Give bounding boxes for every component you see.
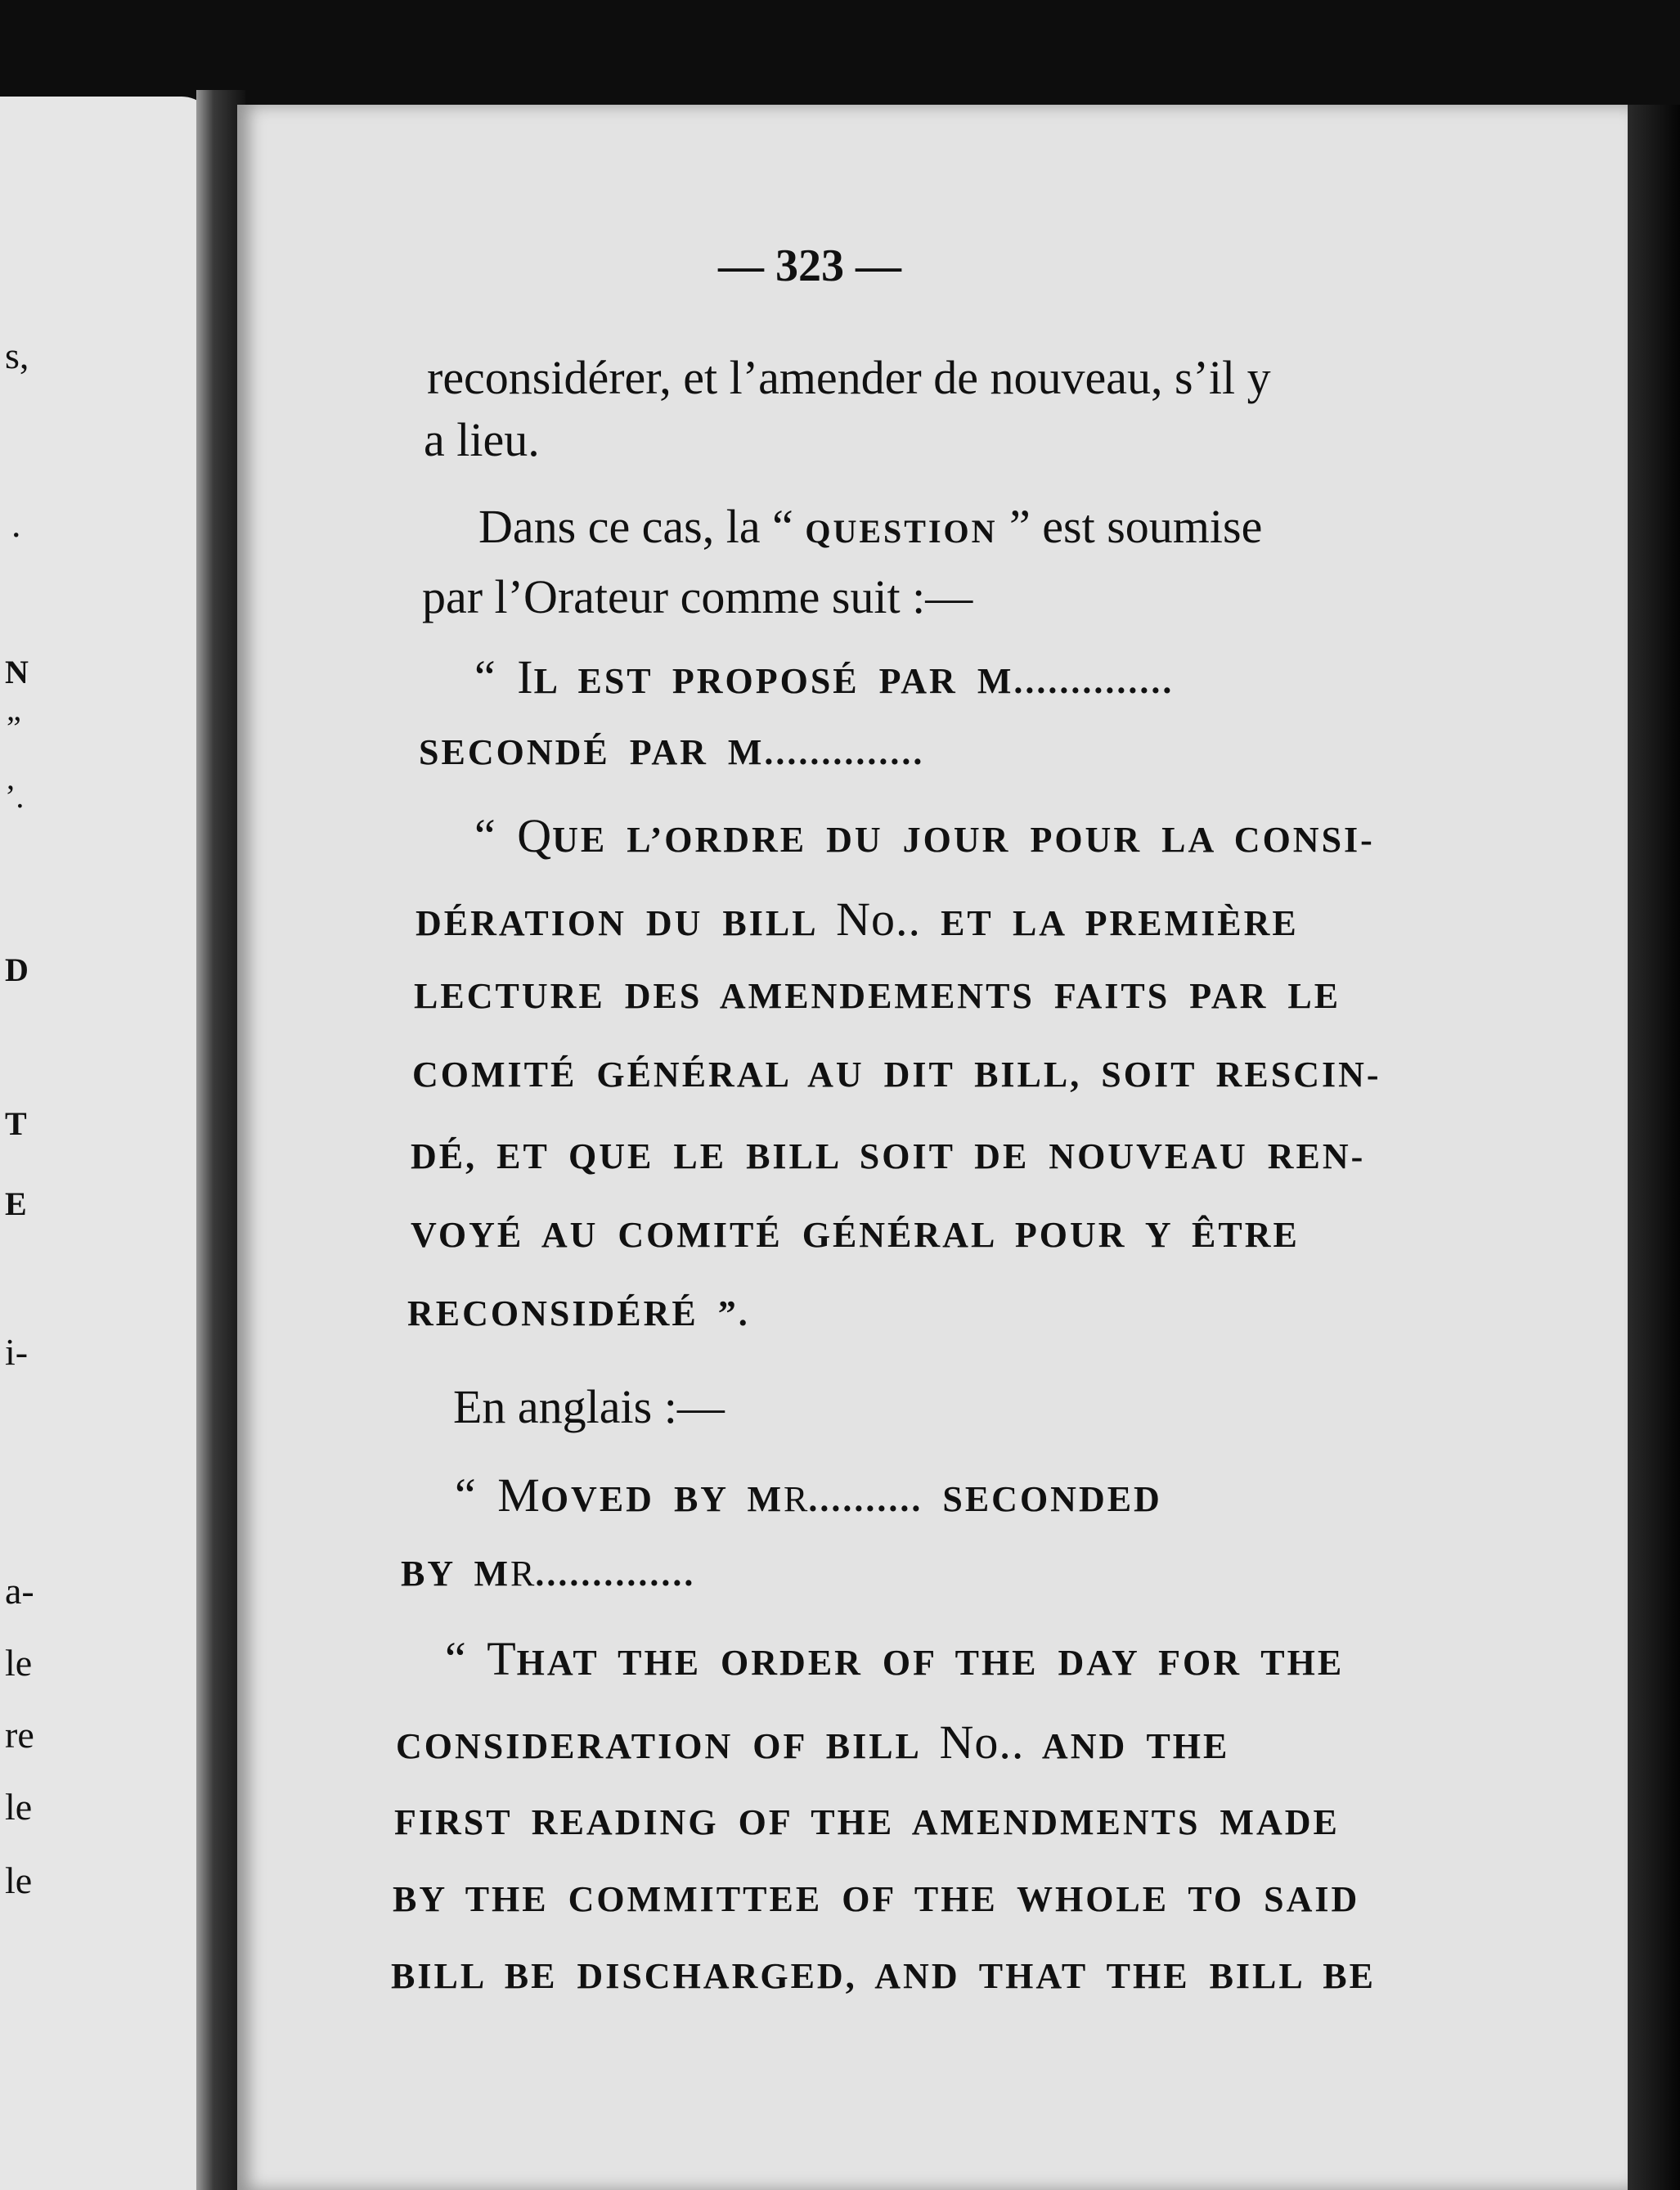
text-line: SECONDÉ PAR M..............	[419, 732, 925, 772]
text-line: COMITÉ GÉNÉRAL AU DIT BILL, SOIT RESCIN-	[412, 1055, 1381, 1095]
left-fragment: le	[5, 1859, 33, 1901]
left-fragment: ’.	[5, 778, 25, 815]
text-line: “ THAT THE ORDER OF THE DAY FOR THE	[445, 1632, 1345, 1685]
left-fragment: T	[5, 1105, 27, 1142]
left-fragment: le	[5, 1642, 33, 1684]
text-line: par l’Orateur comme suit :—	[422, 570, 973, 623]
text-line: DÉ, ET QUE LE BILL SOIT DE NOUVEAU REN-	[411, 1136, 1366, 1176]
text-line: LECTURE DES AMENDEMENTS FAITS PAR LE	[414, 976, 1341, 1016]
text-line: a lieu.	[424, 413, 540, 466]
text-line: BY THE COMMITTEE OF THE WHOLE TO SAID	[393, 1879, 1360, 1919]
left-fragment: s,	[5, 335, 29, 376]
text-line: RECONSIDÉRÉ ”.	[407, 1293, 750, 1333]
text-line: VOYÉ AU COMITÉ GÉNÉRAL POUR Y ÊTRE	[411, 1215, 1300, 1255]
left-fragment: E	[5, 1185, 27, 1222]
left-fragment: a-	[5, 1570, 34, 1612]
text-line: CONSIDERATION OF BILL No.. AND THE	[396, 1716, 1230, 1769]
book-page	[237, 105, 1628, 2190]
text-line: DÉRATION DU BILL No.. ET LA PREMIÈRE	[416, 893, 1299, 946]
text-line: En anglais :—	[453, 1380, 725, 1433]
text-line: “ IL EST PROPOSÉ PAR M..............	[474, 650, 1175, 704]
left-fragment: i-	[5, 1331, 29, 1373]
left-facing-page	[0, 97, 214, 2190]
text-line: “ QUE L’ORDRE DU JOUR POUR LA CONSI-	[474, 809, 1375, 862]
text-line: BILL BE DISCHARGED, AND THAT THE BILL BE	[391, 1956, 1376, 1996]
text-line: “ MOVED BY MR.......... SECONDED	[455, 1468, 1162, 1522]
left-fragment: le	[5, 1786, 33, 1828]
text-line: FIRST READING OF THE AMENDMENTS MADE	[394, 1802, 1340, 1842]
left-fragment: D	[5, 951, 29, 988]
left-fragment: re	[5, 1714, 34, 1756]
page-edge-shadow	[1628, 105, 1680, 2190]
text-line: BY MR..............	[401, 1554, 696, 1594]
page-number: — 323 —	[718, 241, 901, 291]
left-fragment: N	[5, 654, 29, 690]
left-fragment: ”	[7, 709, 21, 746]
text-line: reconsidérer, et l’amender de nouveau, s’il y	[427, 351, 1271, 404]
left-fragment: .	[11, 503, 21, 545]
text-line: Dans ce cas, la “ QUESTION ” est soumise	[478, 500, 1263, 553]
